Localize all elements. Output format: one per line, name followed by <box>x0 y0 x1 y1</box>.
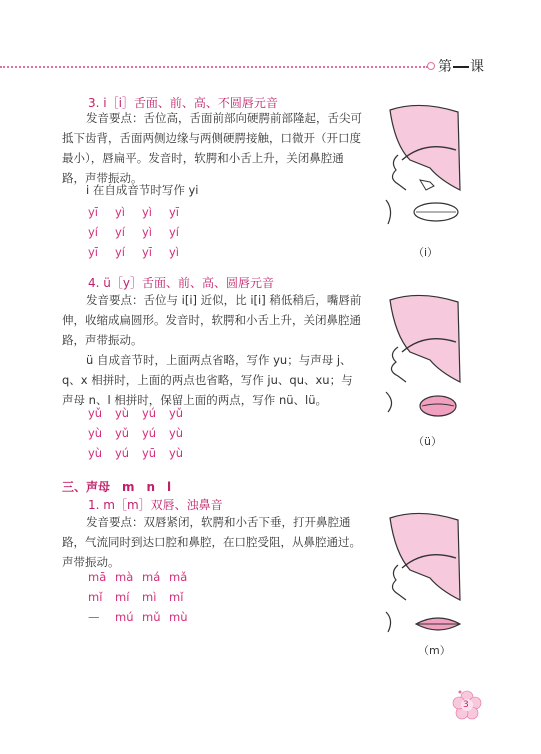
lesson-number-one <box>453 66 469 68</box>
pinyin-row-m-2: mǐ mí mì mǐ <box>88 590 184 604</box>
section-m-para1: 发音要点：双唇紧闭，软腭和小舌下垂，打开鼻腔通路，气流同时到达口腔和鼻腔，在口腔受阻，从鼻腔通过。声带振动。 <box>62 515 361 569</box>
pinyin-row-u-3: yù yú yū yù <box>88 446 184 460</box>
pinyin-row-i-2: yí yí yì yí <box>88 225 180 239</box>
lesson-suffix: 课 <box>470 59 484 75</box>
page-number: 3 <box>463 700 469 710</box>
section-title-shengmu: 三、声母 m n l <box>62 480 172 494</box>
mouth-diagram-u <box>380 290 470 435</box>
section-subtitle-m: 1. m［m］双唇、浊鼻音 <box>88 498 223 512</box>
mouth-diagram-i <box>380 100 470 250</box>
pinyin-row-i-3: yī yí yī yì <box>88 245 180 259</box>
header-dotted-rule <box>0 66 428 68</box>
pinyin-row-u-2: yù yǔ yú yù <box>88 426 184 440</box>
caption-m: （m） <box>418 644 451 657</box>
lesson-label <box>438 56 484 76</box>
section-i-para2: i 在自成音节时写作 yi <box>86 183 199 197</box>
section-title-i: 3. i［i］舌面、前、高、不圆唇元音 <box>88 96 278 110</box>
pinyin-row-i-1: yī yì yì yī <box>88 205 180 219</box>
section-u-para1: 发音要点：舌位与 i[i] 近似，比 i[i] 稍低稍后，嘴唇前伸，收缩成扁圆形。发音时，软腭和小舌上升，关闭鼻腔通路，声带振动。 <box>62 293 362 347</box>
pinyin-row-m-1: mā mà má mǎ <box>88 570 188 584</box>
lesson-prefix: 第 <box>438 59 452 75</box>
section-i-para1: 发音要点：舌位高，舌面前部向硬腭前部隆起，舌尖可抵下齿背，舌面两侧边缘与两侧硬腭接触，口微开（开口度最小），唇扁平。发音时，软腭和小舌上升，关闭鼻腔通路，声带振动。 <box>62 111 362 185</box>
section-title-u: 4. ü［y］舌面、前、高、圆唇元音 <box>88 276 274 290</box>
section-u-para2: ü 自成音节时，上面两点省略，写作 yu；与声母 j、q、x 相拼时，上面的两点也省略，写作 ju、qu、xu；与声母 n、l 相拼时，保留上面的两点，写作 nü、lü。 <box>62 353 353 407</box>
mouth-diagram-m <box>380 508 470 653</box>
pinyin-row-u-1: yǔ yù yú yǔ <box>88 406 184 420</box>
caption-i: （i） <box>413 246 439 259</box>
header-dot <box>427 62 435 70</box>
caption-u: （ü） <box>413 435 442 448</box>
pinyin-row-m-3: — mú mǔ mù <box>88 610 188 624</box>
